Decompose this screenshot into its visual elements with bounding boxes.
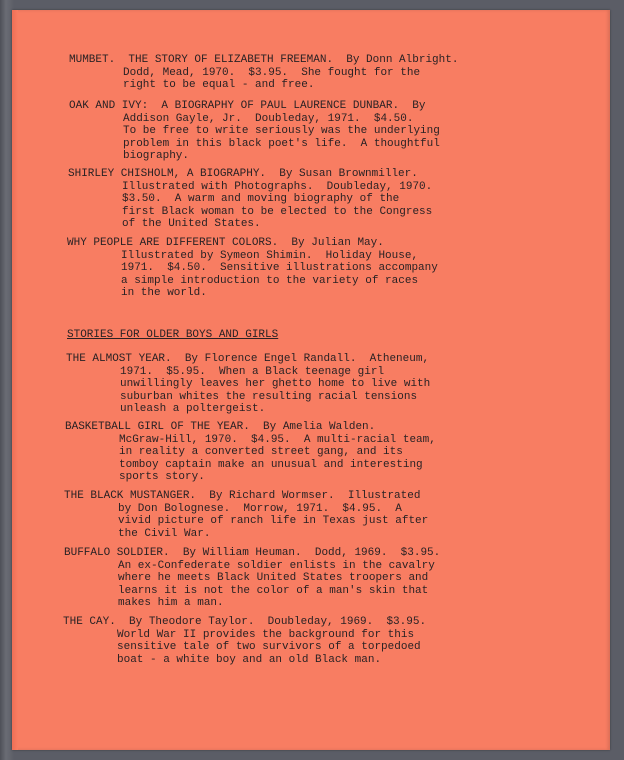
entry-line: 1971. $4.50. Sensitive illustrations accompany — [121, 262, 438, 274]
document-page — [12, 10, 610, 750]
entry-line: first Black woman to be elected to the Congress — [122, 205, 433, 218]
entry-line: problem in this black poet's life. A thoughtful — [123, 137, 440, 150]
section-heading: STORIES FOR OLDER BOYS AND GIRLS — [67, 329, 279, 341]
entry-line: Illustrated by Symeon Shimin. Holiday House, — [121, 249, 419, 262]
entry-line: Addison Gayle, Jr. Doubleday, 1971. $4.50. — [123, 112, 414, 125]
entry-title-line: BUFFALO SOLDIER. By William Heuman. Dodd, 1969. $3.95. — [64, 547, 441, 559]
entry-line: World War II provides the background for this — [117, 628, 415, 641]
entry-line: the Civil War. — [118, 527, 211, 540]
entry-line: $3.50. A warm and moving biography of the — [122, 193, 400, 205]
book-entry-buffalo-soldier — [64, 547, 524, 610]
entry-line: where he meets Black United States troopers and — [118, 572, 429, 584]
entry-title-line: BASKETBALL GIRL OF THE YEAR. By Amelia Walden. — [65, 421, 376, 433]
entry-line: right to be equal - and free. — [123, 79, 315, 91]
entry-line: learns it is not the color of a man's skin that — [118, 584, 429, 597]
entry-line: by Don Bolognese. Morrow, 1971. $4.95. A — [118, 502, 402, 515]
entry-title-line: OAK AND IVY: A BIOGRAPHY OF PAUL LAURENCE DUNBAR. By — [69, 100, 426, 112]
book-entry-the-black-mustanger — [64, 490, 504, 540]
entry-line: makes him a man. — [118, 597, 224, 609]
book-entry-shirley-chisholm — [68, 168, 508, 231]
book-entry-mumbet — [69, 54, 509, 92]
entry-line: To be free to write seriously was the underlying — [123, 125, 440, 137]
entry-line: 1971. $5.95. When a Black teenage girl — [120, 365, 385, 378]
entry-title-line: SHIRLEY CHISHOLM, A BIOGRAPHY. By Susan Brownmiller. — [68, 168, 418, 180]
entry-line: sports story. — [119, 471, 205, 483]
entry-line: in reality a converted street gang, and its — [119, 446, 403, 458]
entry-title-line: THE CAY. By Theodore Taylor. Doubleday, 1969. $3.95. — [63, 616, 427, 628]
entry-line: vivid picture of ranch life in Texas just after — [118, 515, 429, 527]
entry-line: sensitive tale of two survivors of a torpedoed — [117, 641, 421, 653]
book-entry-oak-and-ivy — [69, 100, 509, 163]
entry-line: of the United States. — [122, 218, 261, 230]
entry-title-line: THE BLACK MUSTANGER. By Richard Wormser. Illustrated — [64, 490, 421, 502]
entry-line: biography. — [123, 150, 190, 162]
entry-line: unwillingly leaves her ghetto home to live with — [120, 378, 431, 390]
book-entry-basketball-girl — [65, 421, 505, 484]
entry-line: tomboy captain make an unusual and interesting — [119, 458, 423, 471]
page-edge — [12, 10, 18, 750]
entry-line: a simple introduction to the variety of races — [121, 274, 419, 287]
entry-line: in the world. — [121, 287, 207, 299]
entry-title-line: WHY PEOPLE ARE DIFFERENT COLORS. By Julian May. — [67, 237, 384, 249]
entry-line: Illustrated with Photographs. Doubleday, 1970. — [122, 180, 433, 193]
entry-line: unleash a poltergeist. — [120, 403, 266, 415]
book-entry-the-cay — [63, 616, 503, 666]
entry-line: An ex-Confederate soldier enlists in the cavalry — [118, 559, 435, 572]
entry-title-line: THE ALMOST YEAR. By Florence Engel Randall. Atheneum, — [66, 353, 430, 365]
entry-line: Dodd, Mead, 1970. $3.95. She fought for the — [123, 66, 421, 79]
entry-line: McGraw-Hill, 1970. $4.95. A multi-racial team, — [119, 433, 436, 446]
entry-line: suburban whites the resulting racial tensions — [120, 390, 418, 403]
entry-title-line: MUMBET. THE STORY OF ELIZABETH FREEMAN. By Donn Albright. — [69, 54, 459, 66]
book-entry-the-almost-year — [66, 353, 506, 416]
book-entry-why-people — [67, 237, 507, 300]
entry-line: boat - a white boy and an old Black man. — [117, 653, 382, 666]
